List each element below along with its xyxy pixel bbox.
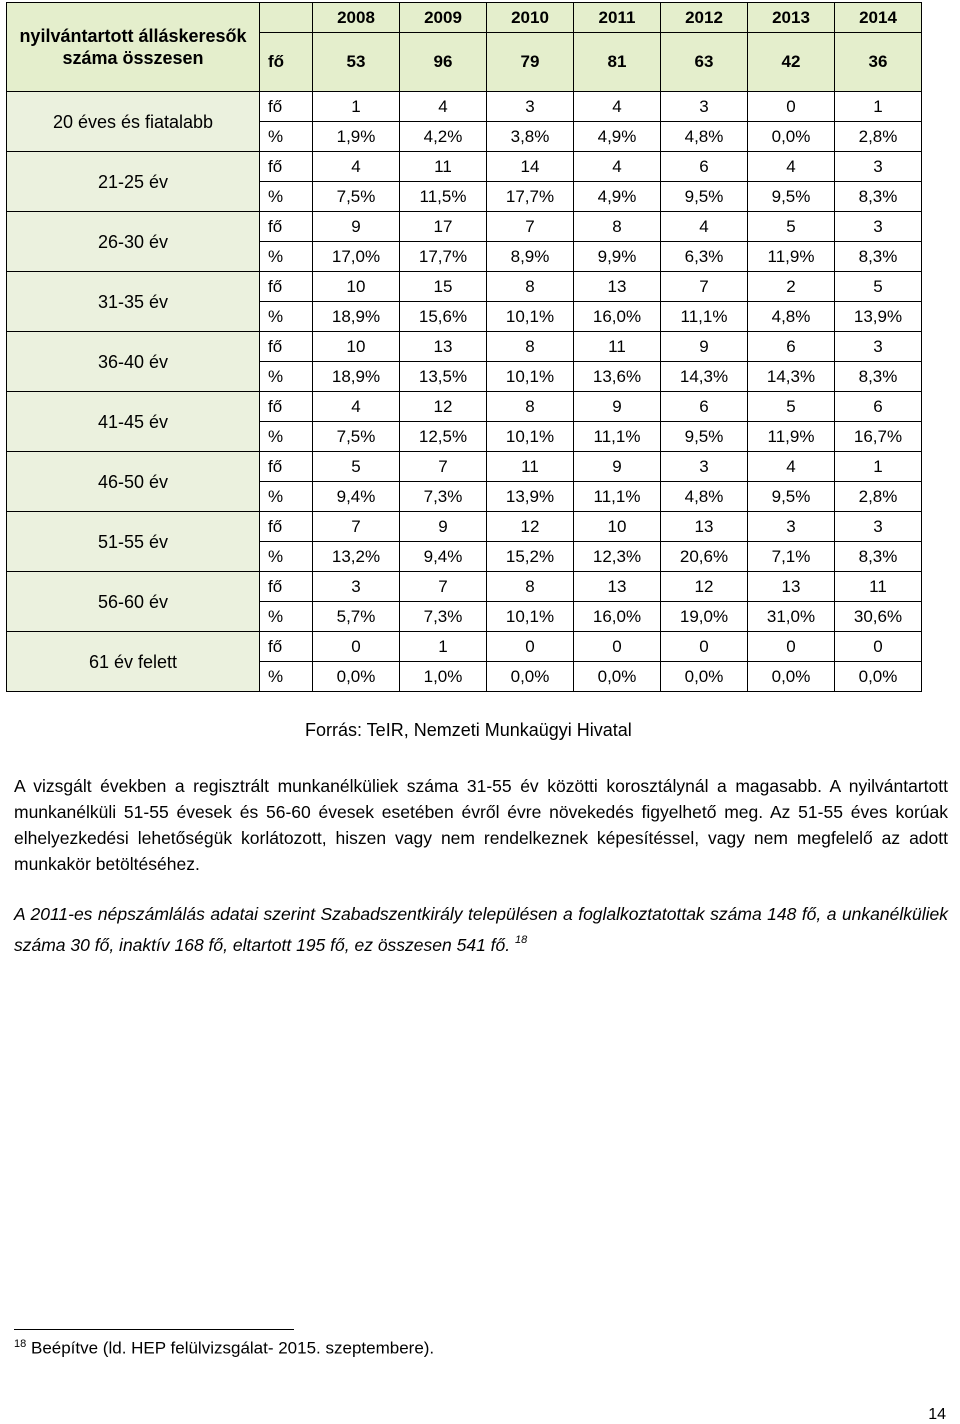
pct-cell: 2,8% xyxy=(835,482,922,512)
total-cell: 81 xyxy=(574,33,661,92)
pct-cell: 13,6% xyxy=(574,362,661,392)
count-cell: 3 xyxy=(661,452,748,482)
age-count-row xyxy=(7,392,922,422)
unit-count: fő xyxy=(260,332,313,362)
year-cell: 2010 xyxy=(487,3,574,33)
year-cell: 2011 xyxy=(574,3,661,33)
count-cell: 7 xyxy=(487,212,574,242)
footnote xyxy=(14,1338,434,1359)
pct-cell: 8,3% xyxy=(835,542,922,572)
pct-cell: 11,1% xyxy=(574,482,661,512)
analysis-paragraph: A vizsgált években a regisztrált munkanélküliek száma 31-55 év közötti korosztálynál a magasabb. A nyilvántartott munkanélküli 51-55 évesek és 56-60 évesek esetében évről évre növekedés figyelhető meg. Az 51-55 éves korúak elhelyezkedési lehetőségük korlátozott, hiszen vagy nem rendelkeznek képesítéssel, vagy nem megfelelő az adott munkakör betöltéséhez. xyxy=(14,776,948,874)
unit-pct: % xyxy=(260,602,313,632)
pct-cell: 13,2% xyxy=(313,542,400,572)
pct-cell: 10,1% xyxy=(487,302,574,332)
pct-cell: 18,9% xyxy=(313,302,400,332)
pct-cell: 12,3% xyxy=(574,542,661,572)
age-count-row xyxy=(7,572,922,602)
count-cell: 2 xyxy=(748,272,835,302)
total-label: nyilvántartott álláskeresők száma összesen xyxy=(7,3,260,92)
count-cell: 4 xyxy=(400,92,487,122)
pct-cell: 7,3% xyxy=(400,602,487,632)
age-count-row xyxy=(7,632,922,662)
count-cell: 0 xyxy=(748,632,835,662)
pct-cell: 14,3% xyxy=(661,362,748,392)
pct-cell: 7,1% xyxy=(748,542,835,572)
pct-cell: 10,1% xyxy=(487,422,574,452)
count-cell: 6 xyxy=(835,392,922,422)
pct-cell: 20,6% xyxy=(661,542,748,572)
pct-cell: 31,0% xyxy=(748,602,835,632)
pct-cell: 13,9% xyxy=(835,302,922,332)
pct-cell: 8,3% xyxy=(835,182,922,212)
age-group-label: 36-40 év xyxy=(7,332,260,392)
age-count-row xyxy=(7,152,922,182)
unit-count: fő xyxy=(260,212,313,242)
count-cell: 13 xyxy=(661,512,748,542)
pct-cell: 19,0% xyxy=(661,602,748,632)
unit-count: fő xyxy=(260,452,313,482)
age-count-row xyxy=(7,332,922,362)
count-cell: 3 xyxy=(835,212,922,242)
count-cell: 8 xyxy=(487,332,574,362)
pct-cell: 1,0% xyxy=(400,662,487,692)
year-cell: 2013 xyxy=(748,3,835,33)
count-cell: 7 xyxy=(400,452,487,482)
pct-cell: 11,9% xyxy=(748,422,835,452)
age-group-label: 20 éves és fiatalabb xyxy=(7,92,260,152)
unit-count: fő xyxy=(260,92,313,122)
age-group-label: 31-35 év xyxy=(7,272,260,332)
total-unit: fő xyxy=(260,33,313,92)
count-cell: 10 xyxy=(574,512,661,542)
count-cell: 6 xyxy=(661,152,748,182)
page-number: 14 xyxy=(928,1406,946,1423)
count-cell: 9 xyxy=(661,332,748,362)
pct-cell: 0,0% xyxy=(313,662,400,692)
pct-cell: 16,0% xyxy=(574,302,661,332)
pct-cell: 7,3% xyxy=(400,482,487,512)
unit-pct: % xyxy=(260,482,313,512)
count-cell: 14 xyxy=(487,152,574,182)
total-cell: 63 xyxy=(661,33,748,92)
pct-cell: 14,3% xyxy=(748,362,835,392)
count-cell: 11 xyxy=(487,452,574,482)
unit-count: fő xyxy=(260,152,313,182)
count-cell: 3 xyxy=(313,572,400,602)
count-cell: 0 xyxy=(313,632,400,662)
pct-cell: 9,4% xyxy=(313,482,400,512)
unit-pct: % xyxy=(260,662,313,692)
total-cell: 42 xyxy=(748,33,835,92)
pct-cell: 10,1% xyxy=(487,602,574,632)
age-count-row xyxy=(7,452,922,482)
count-cell: 5 xyxy=(835,272,922,302)
pct-cell: 9,5% xyxy=(748,182,835,212)
pct-cell: 6,3% xyxy=(661,242,748,272)
pct-cell: 13,9% xyxy=(487,482,574,512)
age-count-row xyxy=(7,512,922,542)
pct-cell: 13,5% xyxy=(400,362,487,392)
count-cell: 4 xyxy=(748,152,835,182)
count-cell: 12 xyxy=(487,512,574,542)
pct-cell: 1,9% xyxy=(313,122,400,152)
age-group-label: 21-25 év xyxy=(7,152,260,212)
count-cell: 6 xyxy=(661,392,748,422)
pct-cell: 0,0% xyxy=(748,662,835,692)
unit-count: fő xyxy=(260,632,313,662)
count-cell: 4 xyxy=(313,152,400,182)
count-cell: 8 xyxy=(487,392,574,422)
total-cell: 36 xyxy=(835,33,922,92)
pct-cell: 9,4% xyxy=(400,542,487,572)
count-cell: 8 xyxy=(487,572,574,602)
year-cell: 2014 xyxy=(835,3,922,33)
count-cell: 0 xyxy=(574,632,661,662)
pct-cell: 7,5% xyxy=(313,182,400,212)
age-group-label: 41-45 év xyxy=(7,392,260,452)
count-cell: 5 xyxy=(748,212,835,242)
footnote-ref: 18 xyxy=(515,934,528,946)
pct-cell: 15,6% xyxy=(400,302,487,332)
pct-cell: 0,0% xyxy=(748,122,835,152)
count-cell: 9 xyxy=(574,452,661,482)
count-cell: 3 xyxy=(835,152,922,182)
count-cell: 5 xyxy=(313,452,400,482)
count-cell: 5 xyxy=(748,392,835,422)
age-group-label: 61 év felett xyxy=(7,632,260,692)
unit-pct: % xyxy=(260,182,313,212)
age-group-label: 46-50 év xyxy=(7,452,260,512)
count-cell: 3 xyxy=(487,92,574,122)
pct-cell: 8,9% xyxy=(487,242,574,272)
pct-cell: 11,5% xyxy=(400,182,487,212)
count-cell: 4 xyxy=(574,92,661,122)
pct-cell: 9,5% xyxy=(748,482,835,512)
unit-count: fő xyxy=(260,272,313,302)
pct-cell: 17,7% xyxy=(487,182,574,212)
pct-cell: 16,0% xyxy=(574,602,661,632)
total-cell: 53 xyxy=(313,33,400,92)
pct-cell: 17,0% xyxy=(313,242,400,272)
year-cell: 2008 xyxy=(313,3,400,33)
count-cell: 7 xyxy=(661,272,748,302)
unit-count: fő xyxy=(260,512,313,542)
age-count-row xyxy=(7,212,922,242)
census-paragraph xyxy=(14,901,948,958)
pct-cell: 4,8% xyxy=(748,302,835,332)
count-cell: 9 xyxy=(400,512,487,542)
unit-pct: % xyxy=(260,242,313,272)
count-cell: 11 xyxy=(574,332,661,362)
count-cell: 7 xyxy=(313,512,400,542)
pct-cell: 11,1% xyxy=(574,422,661,452)
count-cell: 12 xyxy=(661,572,748,602)
pct-cell: 9,9% xyxy=(574,242,661,272)
year-cell: 2012 xyxy=(661,3,748,33)
count-cell: 3 xyxy=(661,92,748,122)
count-cell: 1 xyxy=(835,452,922,482)
count-cell: 15 xyxy=(400,272,487,302)
pct-cell: 17,7% xyxy=(400,242,487,272)
source-note: Forrás: TeIR, Nemzeti Munkaügyi Hivatal xyxy=(305,720,632,740)
pct-cell: 9,5% xyxy=(661,182,748,212)
age-group-label: 26-30 év xyxy=(7,212,260,272)
count-cell: 1 xyxy=(313,92,400,122)
unemployment-table xyxy=(6,2,922,692)
count-cell: 4 xyxy=(661,212,748,242)
pct-cell: 4,8% xyxy=(661,482,748,512)
pct-cell: 0,0% xyxy=(661,662,748,692)
count-cell: 4 xyxy=(574,152,661,182)
count-cell: 3 xyxy=(835,512,922,542)
count-cell: 9 xyxy=(574,392,661,422)
count-cell: 8 xyxy=(574,212,661,242)
age-count-row xyxy=(7,92,922,122)
pct-cell: 12,5% xyxy=(400,422,487,452)
count-cell: 13 xyxy=(400,332,487,362)
count-cell: 10 xyxy=(313,272,400,302)
count-cell: 10 xyxy=(313,332,400,362)
pct-cell: 11,1% xyxy=(661,302,748,332)
header-blank xyxy=(260,3,313,33)
unit-pct: % xyxy=(260,542,313,572)
pct-cell: 8,3% xyxy=(835,242,922,272)
count-cell: 13 xyxy=(748,572,835,602)
count-cell: 3 xyxy=(835,332,922,362)
count-cell: 7 xyxy=(400,572,487,602)
count-cell: 11 xyxy=(400,152,487,182)
pct-cell: 2,8% xyxy=(835,122,922,152)
pct-cell: 4,8% xyxy=(661,122,748,152)
count-cell: 12 xyxy=(400,392,487,422)
footnote-divider xyxy=(14,1329,294,1330)
count-cell: 4 xyxy=(313,392,400,422)
unit-pct: % xyxy=(260,122,313,152)
count-cell: 9 xyxy=(313,212,400,242)
count-cell: 0 xyxy=(748,92,835,122)
year-cell: 2009 xyxy=(400,3,487,33)
pct-cell: 4,9% xyxy=(574,122,661,152)
count-cell: 6 xyxy=(748,332,835,362)
pct-cell: 4,2% xyxy=(400,122,487,152)
pct-cell: 30,6% xyxy=(835,602,922,632)
year-header-row xyxy=(7,3,922,33)
pct-cell: 3,8% xyxy=(487,122,574,152)
pct-cell: 8,3% xyxy=(835,362,922,392)
count-cell: 8 xyxy=(487,272,574,302)
count-cell: 1 xyxy=(400,632,487,662)
count-cell: 3 xyxy=(748,512,835,542)
count-cell: 1 xyxy=(835,92,922,122)
pct-cell: 18,9% xyxy=(313,362,400,392)
pct-cell: 0,0% xyxy=(835,662,922,692)
total-cell: 96 xyxy=(400,33,487,92)
pct-cell: 0,0% xyxy=(574,662,661,692)
footnote-text: Beépítve (ld. HEP felülvizsgálat- 2015. szeptembere). xyxy=(30,1338,435,1358)
count-cell: 11 xyxy=(835,572,922,602)
pct-cell: 10,1% xyxy=(487,362,574,392)
count-cell: 13 xyxy=(574,272,661,302)
count-cell: 13 xyxy=(574,572,661,602)
pct-cell: 11,9% xyxy=(748,242,835,272)
count-cell: 0 xyxy=(661,632,748,662)
pct-cell: 0,0% xyxy=(487,662,574,692)
count-cell: 4 xyxy=(748,452,835,482)
pct-cell: 9,5% xyxy=(661,422,748,452)
pct-cell: 15,2% xyxy=(487,542,574,572)
unit-pct: % xyxy=(260,362,313,392)
count-cell: 0 xyxy=(835,632,922,662)
count-cell: 17 xyxy=(400,212,487,242)
unit-count: fő xyxy=(260,392,313,422)
census-text: A 2011-es népszámlálás adatai szerint Szabadszentkirály településen a foglalkoztatottak száma 148 fő, a unkanélküliek száma 30 fő, inaktív 168 fő, eltartott 195 fő, ez összesen 541 fő. xyxy=(14,904,948,955)
unit-pct: % xyxy=(260,302,313,332)
pct-cell: 7,5% xyxy=(313,422,400,452)
unit-count: fő xyxy=(260,572,313,602)
total-cell: 79 xyxy=(487,33,574,92)
pct-cell: 16,7% xyxy=(835,422,922,452)
unit-pct: % xyxy=(260,422,313,452)
pct-cell: 4,9% xyxy=(574,182,661,212)
count-cell: 0 xyxy=(487,632,574,662)
pct-cell: 5,7% xyxy=(313,602,400,632)
age-count-row xyxy=(7,272,922,302)
footnote-number: 18 xyxy=(14,1338,27,1350)
age-group-label: 56-60 év xyxy=(7,572,260,632)
age-group-label: 51-55 év xyxy=(7,512,260,572)
